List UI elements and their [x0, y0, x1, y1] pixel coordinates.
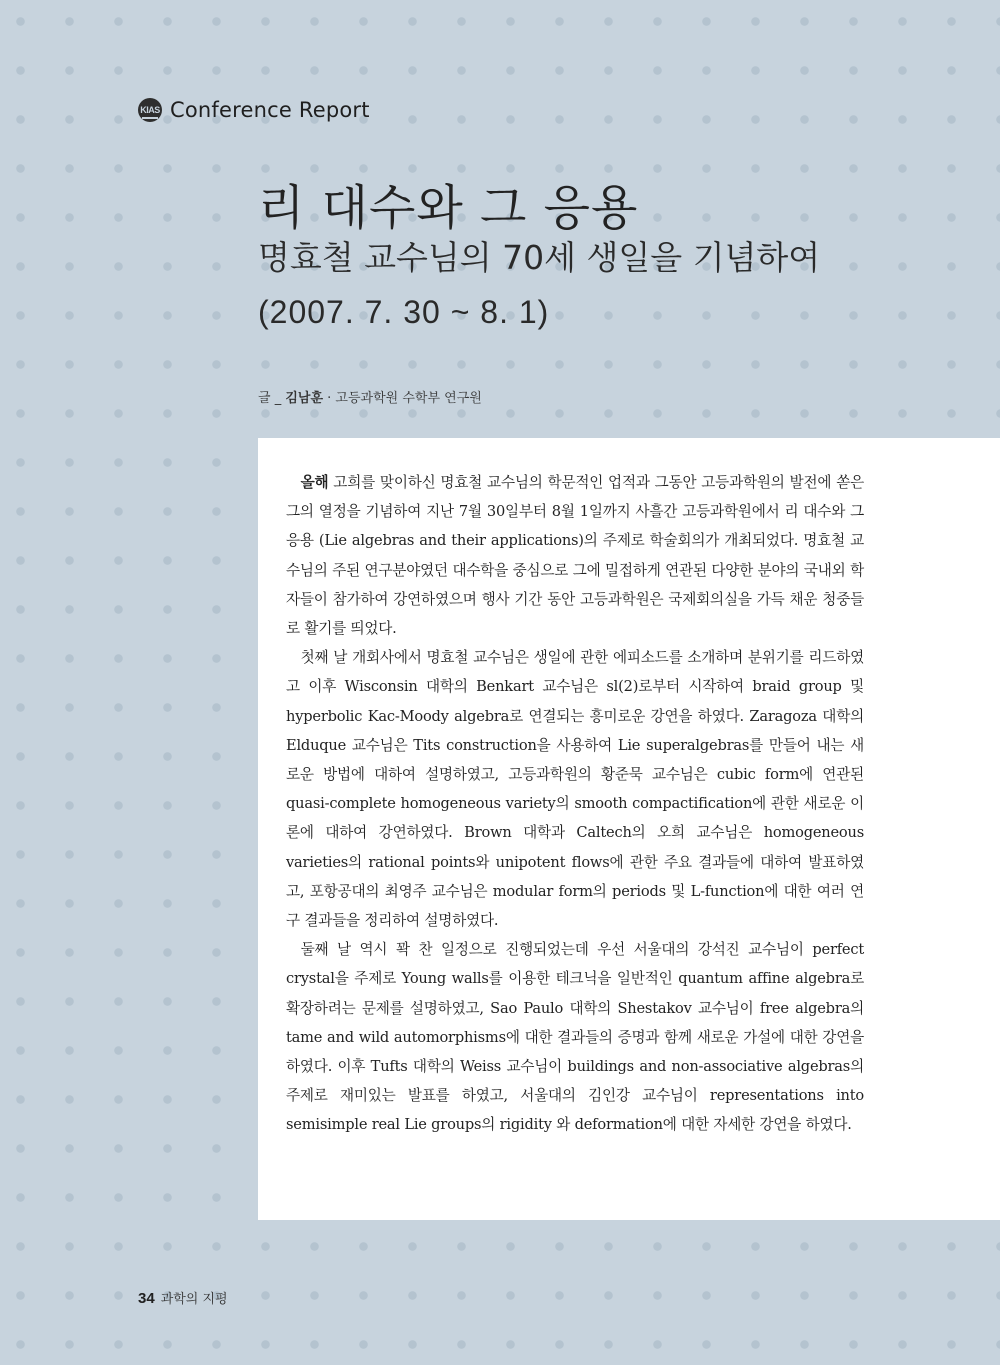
article-title: 리 대수와 그 응용 — [258, 180, 639, 236]
lead-word: 올해 — [300, 474, 329, 491]
conference-dates: (2007. 7. 30 ~ 8. 1) — [258, 294, 550, 330]
section-label: Conference Report — [170, 98, 370, 122]
article-subtitle: 명효철 교수님의 70세 생일을 기념하여 — [258, 238, 821, 277]
byline-prefix: 글 _ — [258, 391, 286, 406]
paragraph — [286, 468, 864, 643]
page-number: 34 — [138, 1290, 155, 1307]
paragraph: 둘째 날 역시 꽉 찬 일정으로 진행되었는데 우선 서울대의 강석진 교수님이 perfect crystal을 주제로 Young walls를 이용한 테크닉을 일반적인 quantum affine algebra로 확장하려는 문제를 설명하였고, Sao Paulo 대학의 Shestakov 교수님이 free algebra의 tame and wild automorphisms에 대한 결과들의 증명과 함께 새로운 가설에 대한 강연을 하였다. 이후 Tufts 대학의 Weiss 교수님이 buildings and non-associative algebras의 주제로 재미있는 발표를 하였고, 서울대의 김인강 교수님이 representations into semisimple real Lie groups의 rigidity 와 deformation에 대한 자세한 강연을 하였다. — [286, 941, 864, 1134]
paragraph-text: 고희를 맞이하신 명효철 교수님의 학문적인 업적과 그동안 고등과학원의 발전에 쏟은 그의 열정을 기념하여 지난 7월 30일부터 8월 1일까지 사흘간 고등과학원에서 리 대수와 그 응용 (Lie algebras and their applications)의 주제로 학술회의가 개최되었다. 명효철 교수님의 주된 연구분야였던 대수학을 중심으로 그에 밀접하게 연관된 다양한 분야의 국내외 학자들이 참가하여 강연하였으며 행사 기간 동안 고등과학원은 국제회의실을 가득 채운 청중들로 활기를 띄었다. — [286, 474, 864, 638]
kias-logo-icon: KIAS — [138, 98, 162, 122]
page-footer — [138, 1288, 228, 1307]
publication-name: 과학의 지평 — [160, 1292, 228, 1307]
byline-author: 김남훈 — [285, 391, 324, 406]
byline-affiliation: · 고등과학원 수학부 연구원 — [323, 391, 482, 406]
paragraph: 첫째 날 개회사에서 명효철 교수님은 생일에 관한 에피소드를 소개하며 분위기를 리드하였고 이후 Wisconsin 대학의 Benkart 교수님은 sl(2)로부터 시작하여 braid group 및 hyperbolic Kac-Moody algebra로 연결되는 흥미로운 강연을 하였다. Zaragoza 대학의 Elduque 교수님은 Tits construction을 사용하여 Lie superalgebras를 만들어 내는 새로운 방법에 대하여 설명하였고, 고등과학원의 황준묵 교수님은 cubic form에 연관된 quasi-complete homogeneous variety의 smooth compactification에 관한 새로운 이론에 대하여 강연하였다. Brown 대학과 Caltech의 오희 교수님은 homogeneous varieties의 rational points와 unipotent flows에 관한 주요 결과들에 대하여 발표하였고, 포항공대의 최영주 교수님은 modular form의 periods 및 L-function에 대한 여러 연구 결과들을 정리하여 설명하였다. — [286, 649, 864, 930]
section-header — [138, 98, 370, 122]
byline — [258, 387, 482, 406]
article-body — [258, 438, 1000, 1220]
